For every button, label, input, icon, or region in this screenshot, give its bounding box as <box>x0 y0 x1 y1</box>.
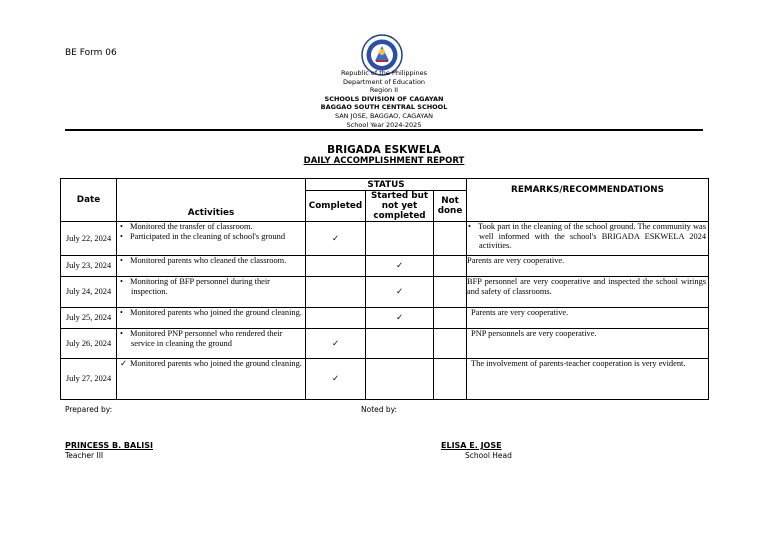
activity-text: Monitored PNP personnel who rendered their service in cleaning the ground <box>130 329 283 348</box>
checkmark-icon: ✓ <box>331 233 340 243</box>
report-subtitle: DAILY ACCOMPLISHMENT REPORT <box>303 156 465 166</box>
cell-date: July 27, 2024 <box>61 359 117 400</box>
cell-started <box>366 329 434 359</box>
cell-completed <box>306 256 366 277</box>
remark-text: PNP personnels are very cooperative. <box>471 329 597 338</box>
prepared-by-label: Prepared by: <box>65 405 113 414</box>
activity-item <box>120 359 303 369</box>
table-row <box>61 329 709 359</box>
header-line-school-year: School Year 2024-2025 <box>346 120 422 129</box>
activity-text: Monitored the transfer of classroom. <box>130 222 253 231</box>
table-row <box>61 256 709 277</box>
activity-item <box>120 277 303 296</box>
cell-activities <box>117 277 306 308</box>
header-line-department: Department of Education <box>342 77 426 86</box>
noter-name: ELISA E. JOSE <box>441 441 502 450</box>
header-line-address: SAN JOSE, BAGGAO, CAGAYAN <box>334 111 434 120</box>
cell-not-done <box>434 277 467 308</box>
cell-not-done <box>434 329 467 359</box>
bullet-icon: • <box>120 231 123 241</box>
table-row <box>61 308 709 329</box>
cell-remarks <box>467 256 709 277</box>
cell-not-done <box>434 308 467 329</box>
cell-activities <box>117 359 306 400</box>
checkmark-icon: ✓ <box>331 374 340 384</box>
cell-date: July 26, 2024 <box>61 329 117 359</box>
cell-completed <box>306 329 366 359</box>
col-header-activities: Activities <box>117 179 306 222</box>
remark-text: The involvement of parents-teacher cooperation is very evident. <box>471 359 686 368</box>
cell-activities <box>117 308 306 329</box>
table-row <box>61 222 709 256</box>
cell-remarks <box>467 329 709 359</box>
bullet-icon: • <box>120 308 123 317</box>
cell-remarks <box>467 359 709 400</box>
report-title: BRIGADA ESKWELA <box>327 144 441 156</box>
col-header-not-done: Not done <box>434 191 467 222</box>
cell-started <box>366 359 434 400</box>
header-line-republic: Republic of the Philippines <box>341 69 427 77</box>
header-divider <box>65 129 703 131</box>
cell-date: July 23, 2024 <box>61 256 117 277</box>
remark-text: Parents are very cooperative. <box>471 308 569 317</box>
remark-text: BFP personnel are very cooperative and inspected the school wirings and safety of classrooms. <box>467 277 707 296</box>
activity-text: Participated in the cleaning of school's ground <box>130 231 286 241</box>
cell-date: July 22, 2024 <box>61 222 117 256</box>
preparer-position: Teacher III <box>65 451 104 460</box>
checkmark-icon: ✓ <box>395 287 404 297</box>
header-line-school: BAGGAO SOUTH CENTRAL SCHOOL <box>320 103 448 112</box>
cell-date: July 25, 2024 <box>61 308 117 329</box>
cell-started <box>366 308 434 329</box>
activity-item <box>120 231 303 242</box>
header-line-division: SCHOOLS DIVISION OF CAGAYAN <box>324 94 444 103</box>
bullet-icon: ✓ <box>120 359 128 368</box>
cell-not-done <box>434 256 467 277</box>
activity-text: Monitoring of BFP personnel during their inspection. <box>130 277 270 296</box>
cell-activities <box>117 329 306 359</box>
cell-started <box>366 222 434 256</box>
cell-not-done <box>434 359 467 400</box>
col-header-started: Started but not yet completed <box>366 191 434 222</box>
cell-remarks <box>467 308 709 329</box>
activity-text: Monitored parents who joined the ground cleaning. <box>130 359 302 368</box>
table-row <box>61 277 709 308</box>
bullet-icon: • <box>120 222 123 231</box>
cell-completed <box>306 277 366 308</box>
remark-text: Parents are very cooperative. <box>467 256 565 265</box>
bullet-icon: • <box>120 329 123 338</box>
col-header-completed: Completed <box>306 191 366 222</box>
accomplishment-table <box>60 178 709 400</box>
cell-started <box>366 277 434 308</box>
cell-activities <box>117 256 306 277</box>
preparer-name: PRINCESS B. BALISI <box>65 441 154 450</box>
cell-remarks <box>467 277 709 308</box>
activity-text: Monitored parents who joined the ground cleaning. <box>130 308 302 317</box>
cell-remarks <box>467 222 709 256</box>
form-code: BE Form 06 <box>65 48 117 58</box>
checkmark-icon: ✓ <box>331 338 340 348</box>
bullet-icon: • <box>468 222 471 231</box>
header-line-region: Region II <box>369 86 399 95</box>
noter-position: School Head <box>465 451 512 460</box>
col-header-status: STATUS <box>306 179 467 191</box>
activity-item <box>120 256 303 266</box>
checkmark-icon: ✓ <box>395 261 404 271</box>
col-header-date: Date <box>61 179 117 222</box>
cell-completed <box>306 359 366 400</box>
activity-text: Monitored parents who cleaned the classroom. <box>130 256 287 265</box>
cell-completed <box>306 222 366 256</box>
checkmark-icon: ✓ <box>395 313 404 323</box>
remark-text: Took part in the cleaning of the school ground. The community was well informed with the school's BRIGADA ESKWELA 2024 activities. <box>478 222 707 250</box>
cell-started <box>366 256 434 277</box>
noted-by-label: Noted by: <box>361 405 398 414</box>
activity-item <box>120 222 303 232</box>
activity-item <box>120 308 303 318</box>
school-header <box>234 69 534 129</box>
table-row <box>61 359 709 400</box>
bullet-icon: • <box>120 256 123 265</box>
cell-date: July 24, 2024 <box>61 277 117 308</box>
activity-item <box>120 329 303 348</box>
cell-activities <box>117 222 306 256</box>
bullet-icon: • <box>120 277 123 286</box>
cell-not-done <box>434 222 467 256</box>
col-header-remarks: REMARKS/RECOMMENDATIONS <box>467 179 709 222</box>
cell-completed <box>306 308 366 329</box>
